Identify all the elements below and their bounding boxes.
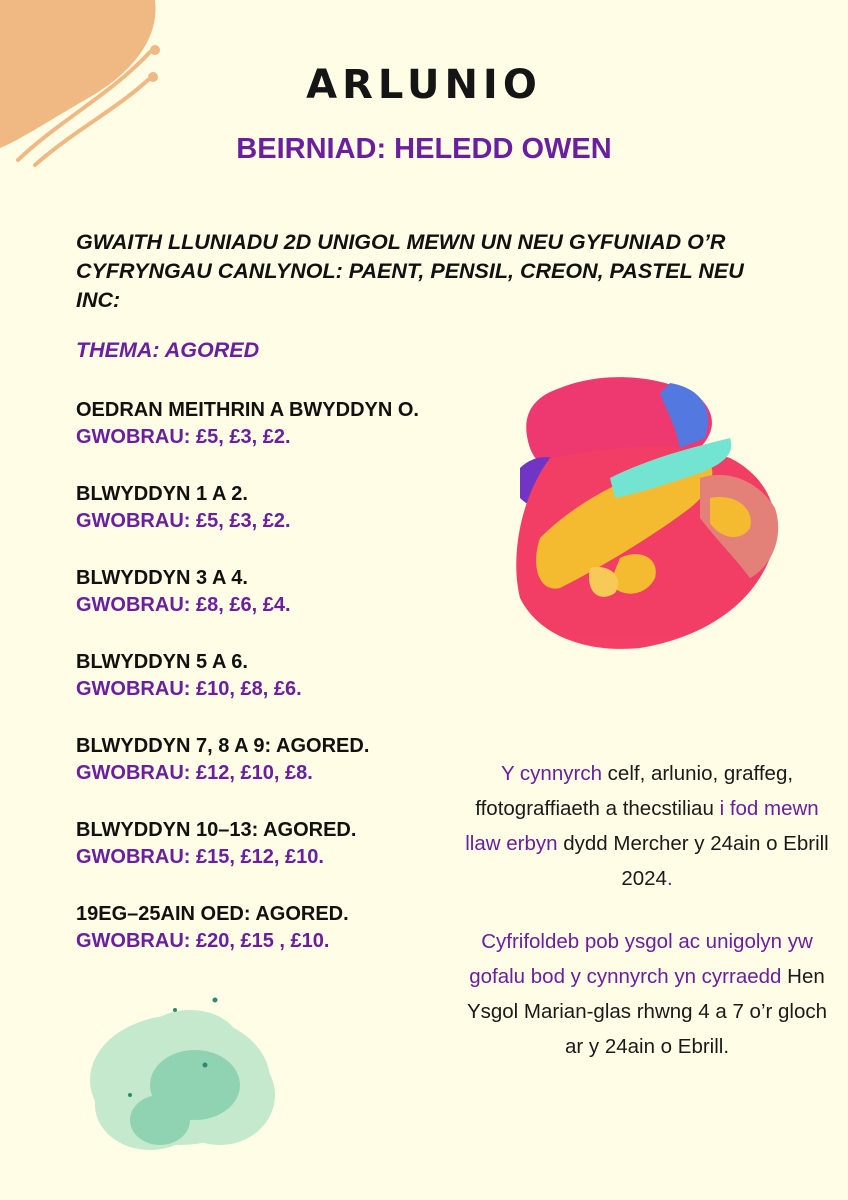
prize-list: GWOBRAU: £12, £10, £8. xyxy=(76,762,313,784)
age-group-name: BLWYDDYN 3 A 4. xyxy=(76,567,248,589)
age-group-item xyxy=(76,565,476,649)
watercolor-blot-image xyxy=(80,985,290,1165)
page-title: ARLUNIO xyxy=(306,62,542,108)
submission-deadline-note xyxy=(462,756,832,896)
age-group-item xyxy=(76,397,476,481)
note-highlight: i fod mewn llaw erbyn xyxy=(465,797,819,855)
intro-text: GWAITH LLUNIADU 2D UNIGOL MEWN UN NEU GYFUNIAD O’R CYFRYNGAU CANLYNOL: PAENT, PENSIL, CREON, PASTEL NEU INC: xyxy=(76,230,744,312)
age-group-name: 19EG–25AIN OED: AGORED. xyxy=(76,903,349,925)
note-highlight: Cyfrifoldeb pob ysgol ac unigolyn yw gofalu bod y cynnyrch yn cyrraedd xyxy=(469,930,813,988)
age-group-name: BLWYDDYN 10–13: AGORED. xyxy=(76,819,357,841)
age-group-name: BLWYDDYN 5 A 6. xyxy=(76,651,248,673)
age-group-list xyxy=(76,397,476,985)
prize-list: GWOBRAU: £10, £8, £6. xyxy=(76,678,302,700)
delivery-responsibility-note xyxy=(462,924,832,1064)
prize-list: GWOBRAU: £15, £12, £10. xyxy=(76,846,324,868)
judge-heading: BEIRNIAD: HELEDD OWEN xyxy=(236,133,612,165)
age-group-item xyxy=(76,481,476,565)
age-group-item xyxy=(76,901,476,985)
prize-list: GWOBRAU: £20, £15 , £10. xyxy=(76,930,330,952)
age-group-name: BLWYDDYN 1 A 2. xyxy=(76,483,248,505)
age-group-item xyxy=(76,733,476,817)
age-group-name: BLWYDDYN 7, 8 A 9: AGORED. xyxy=(76,735,370,757)
note-text: celf, arlunio, graffeg, ffotograffiaeth a thecstiliau xyxy=(475,762,794,820)
prize-list: GWOBRAU: £5, £3, £2. xyxy=(76,510,291,532)
note-text: Hen Ysgol Marian-glas rhwng 4 a 7 o’r gloch ar y 24ain o Ebrill. xyxy=(466,965,828,1058)
prize-list: GWOBRAU: £8, £6, £4. xyxy=(76,594,291,616)
note-text: dydd Mercher y 24ain o Ebrill 2024 xyxy=(557,832,829,890)
note-highlight: Y cynnyrch xyxy=(500,762,602,785)
prize-list: GWOBRAU: £5, £3, £2. xyxy=(76,426,291,448)
age-group-item xyxy=(76,649,476,733)
age-group-item xyxy=(76,817,476,901)
theme-text: THEMA: AGORED xyxy=(76,338,260,362)
paint-splash-image xyxy=(500,368,800,658)
age-group-name: OEDRAN MEITHRIN A BWYDDYN O. xyxy=(76,399,419,421)
note-highlight: . xyxy=(666,867,673,890)
